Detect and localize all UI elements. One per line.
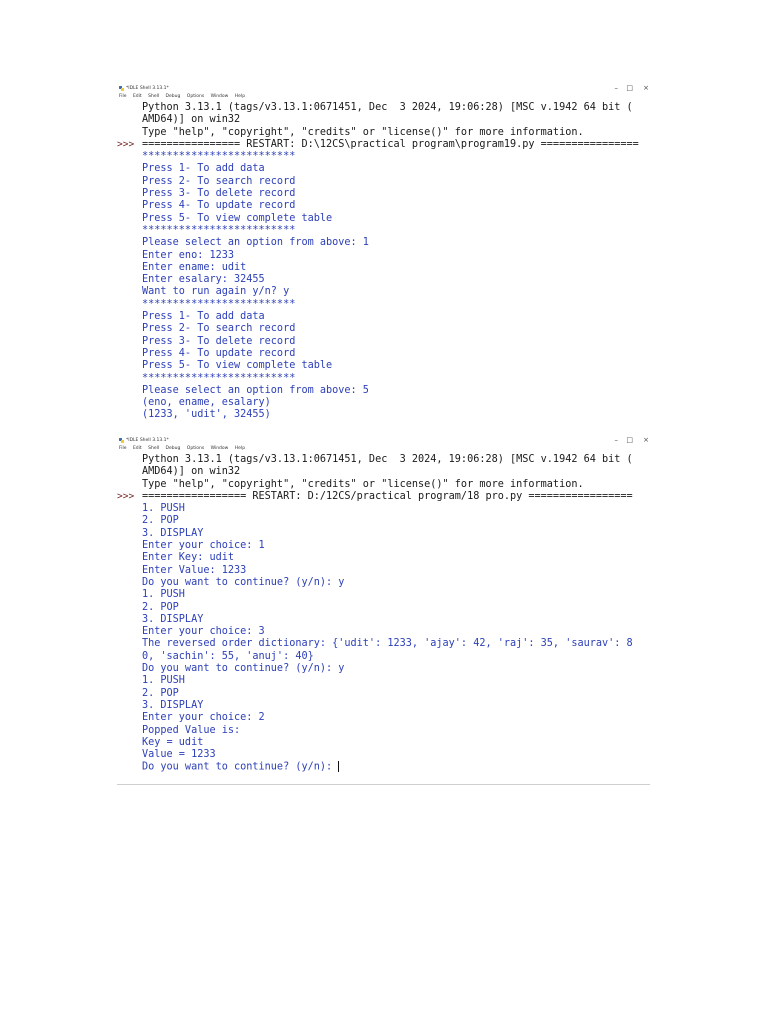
- menu-shell[interactable]: Shell: [148, 94, 160, 99]
- shell-line: [142, 163, 650, 175]
- title-bar: [117, 84, 650, 94]
- shell-line: [142, 262, 650, 274]
- shell-line: [142, 675, 650, 687]
- shell-line-text: Press 3- To delete record: [142, 188, 296, 200]
- shell-line: [142, 700, 650, 712]
- shell-line-text: Please select an option from above: 1: [142, 237, 369, 249]
- shell-line-text: 1. PUSH: [142, 503, 185, 515]
- shell-line-text: Value = 1233: [142, 749, 216, 761]
- shell-output[interactable]: [142, 454, 650, 784]
- shell-output[interactable]: [142, 102, 650, 436]
- shell-line-text: ================= RESTART: D:/12CS/practical program/18 pro.py =================: [142, 490, 633, 502]
- shell-line-text: Key = udit: [142, 736, 204, 748]
- shell-line: [142, 503, 650, 515]
- shell-line: [142, 479, 650, 491]
- shell-line-text: Python 3.13.1 (tags/v3.13.1:0671451, Dec 3 2024, 19:06:28) [MSC v.1942 64 bit (: [142, 454, 633, 465]
- menu-bar: [117, 94, 650, 102]
- shell-line-text: Please select an option from above: 5: [142, 384, 369, 396]
- shell-line-text: (eno, ename, esalary): [142, 397, 271, 409]
- shell-line: [142, 626, 650, 638]
- shell-line-text: Enter your choice: 2: [142, 712, 265, 724]
- shell-line: [142, 737, 650, 749]
- shell-line: [142, 565, 650, 577]
- shell-line-text: Enter Value: 1233: [142, 564, 247, 576]
- menu-help[interactable]: Help: [234, 94, 246, 99]
- text-cursor: [338, 761, 339, 772]
- shell-line-text: Enter your choice: 3: [142, 626, 265, 638]
- shell-line-text: AMD64)] on win32: [142, 466, 241, 478]
- shell-line: [142, 663, 650, 675]
- shell-body[interactable]: [117, 102, 650, 436]
- shell-line: [142, 614, 650, 626]
- shell-line-text: Press 2- To search record: [142, 323, 296, 335]
- python-icon: [119, 86, 124, 91]
- shell-line-text: 2. POP: [142, 687, 179, 699]
- title-bar: [117, 436, 650, 446]
- shell-line: [142, 385, 650, 397]
- shell-line: [142, 409, 650, 421]
- shell-line-text: 2. POP: [142, 601, 179, 613]
- shell-line: [142, 176, 650, 188]
- shell-line-text: Press 3- To delete record: [142, 335, 296, 347]
- shell-line: [142, 274, 650, 286]
- shell-line: [142, 397, 650, 409]
- maximize-button[interactable]: □: [626, 84, 633, 92]
- shell-line-text: (1233, 'udit', 32455): [142, 409, 271, 421]
- shell-line: [142, 127, 650, 139]
- shell-line: [142, 114, 650, 126]
- shell-line-text: Do you want to continue? (y/n):: [142, 761, 339, 773]
- idle-shell-window-1: [117, 84, 650, 436]
- shell-line-text: AMD64)] on win32: [142, 114, 241, 126]
- menu-help[interactable]: Help: [234, 446, 246, 451]
- shell-line-text: Enter eno: 1233: [142, 249, 235, 261]
- menu-file[interactable]: File: [119, 446, 127, 451]
- menu-debug[interactable]: Debug: [165, 446, 181, 451]
- shell-line-text: 1. PUSH: [142, 675, 185, 687]
- shell-line: [142, 638, 650, 650]
- menu-bar: [117, 446, 650, 454]
- shell-line: [142, 151, 650, 163]
- window-title: *IDLE Shell 3.13.1*: [126, 438, 169, 443]
- shell-line-text: Press 4- To update record: [142, 200, 296, 212]
- shell-line-text: Type "help", "copyright", "credits" or "license()" for more information.: [142, 478, 584, 490]
- shell-line-text: Do you want to continue? (y/n): y: [142, 663, 345, 675]
- shell-line-text: *************************: [142, 224, 296, 236]
- shell-line: [142, 299, 650, 311]
- shell-line-text: Popped Value is:: [142, 724, 241, 736]
- shell-line: [142, 466, 650, 478]
- menu-edit[interactable]: Edit: [132, 446, 142, 451]
- shell-line: [142, 577, 650, 589]
- shell-line-text: *************************: [142, 298, 296, 310]
- shell-line: [142, 323, 650, 335]
- shell-line: [142, 360, 650, 372]
- shell-line-text: Want to run again y/n? y: [142, 286, 290, 298]
- menu-shell[interactable]: Shell: [148, 446, 160, 451]
- shell-line: [142, 311, 650, 323]
- menu-edit[interactable]: Edit: [132, 94, 142, 99]
- shell-line-text: Enter Key: udit: [142, 552, 235, 564]
- shell-line-text: ================ RESTART: D:\12CS\practical program\program19.py ================: [142, 138, 639, 150]
- shell-prompt: >>>: [117, 139, 135, 150]
- shell-line: [142, 286, 650, 298]
- menu-file[interactable]: File: [119, 94, 127, 99]
- menu-options[interactable]: Options: [186, 94, 205, 99]
- shell-line: [142, 712, 650, 724]
- window-title: *IDLE Shell 3.13.1*: [126, 86, 169, 91]
- shell-line: [142, 761, 650, 774]
- shell-line: [142, 188, 650, 200]
- shell-line-text: Press 1- To add data: [142, 163, 265, 175]
- close-button[interactable]: ×: [643, 436, 649, 444]
- shell-line-text: 2. POP: [142, 515, 179, 527]
- shell-line: [142, 515, 650, 527]
- shell-line-text: *************************: [142, 372, 296, 384]
- shell-line: [142, 602, 650, 614]
- prompt-gutter: [117, 102, 140, 436]
- shell-line-text: Press 2- To search record: [142, 175, 296, 187]
- shell-line: [142, 688, 650, 700]
- shell-line-text: 3. DISPLAY: [142, 527, 204, 539]
- shell-line-text: The reversed order dictionary: {'udit': 1233, 'ajay': 42, 'raj': 35, 'saurav': 8: [142, 638, 633, 650]
- shell-line-text: 3. DISPLAY: [142, 613, 204, 625]
- shell-line: [142, 540, 650, 552]
- shell-line: [142, 749, 650, 761]
- python-icon: [119, 438, 124, 443]
- shell-line-text: Do you want to continue? (y/n): y: [142, 576, 345, 588]
- shell-line: [142, 552, 650, 564]
- menu-debug[interactable]: Debug: [165, 94, 181, 99]
- shell-line: [142, 139, 650, 151]
- shell-line: [142, 102, 650, 114]
- shell-line-text: Press 1- To add data: [142, 311, 265, 323]
- shell-line-text: 0, 'sachin': 55, 'anuj': 40}: [142, 650, 314, 662]
- shell-line: [142, 237, 650, 249]
- close-button[interactable]: ×: [643, 84, 649, 92]
- menu-options[interactable]: Options: [186, 446, 205, 451]
- minimize-button[interactable]: –: [614, 84, 618, 92]
- shell-line-text: Type "help", "copyright", "credits" or "license()" for more information.: [142, 126, 584, 138]
- shell-line: [142, 200, 650, 212]
- shell-body[interactable]: [117, 454, 650, 784]
- menu-window[interactable]: Window: [210, 94, 229, 99]
- shell-line-text: Python 3.13.1 (tags/v3.13.1:0671451, Dec 3 2024, 19:06:28) [MSC v.1942 64 bit (: [142, 102, 633, 113]
- shell-line: [142, 250, 650, 262]
- shell-line-text: Press 4- To update record: [142, 347, 296, 359]
- shell-line: [142, 454, 650, 466]
- shell-line: [142, 491, 650, 503]
- shell-line: [142, 725, 650, 737]
- shell-line-text: Enter ename: udit: [142, 261, 247, 273]
- maximize-button[interactable]: □: [626, 436, 633, 444]
- shell-line: [142, 651, 650, 663]
- shell-line-text: *************************: [142, 151, 296, 163]
- shell-line: [142, 225, 650, 237]
- shell-line: [142, 528, 650, 540]
- shell-line-text: Enter your choice: 1: [142, 540, 265, 552]
- minimize-button[interactable]: –: [614, 436, 618, 444]
- idle-shell-window-2: [117, 436, 650, 785]
- shell-prompt: >>>: [117, 491, 135, 502]
- menu-window[interactable]: Window: [210, 446, 229, 451]
- prompt-gutter: [117, 454, 140, 784]
- shell-line-text: 3. DISPLAY: [142, 699, 204, 711]
- shell-line: [142, 348, 650, 360]
- shell-line: [142, 213, 650, 225]
- shell-line-text: Enter esalary: 32455: [142, 274, 265, 286]
- shell-line-text: Press 5- To view complete table: [142, 360, 333, 372]
- shell-line: [142, 336, 650, 348]
- shell-line-text: Press 5- To view complete table: [142, 212, 333, 224]
- shell-line: [142, 373, 650, 385]
- shell-line-text: 1. PUSH: [142, 589, 185, 601]
- shell-line: [142, 589, 650, 601]
